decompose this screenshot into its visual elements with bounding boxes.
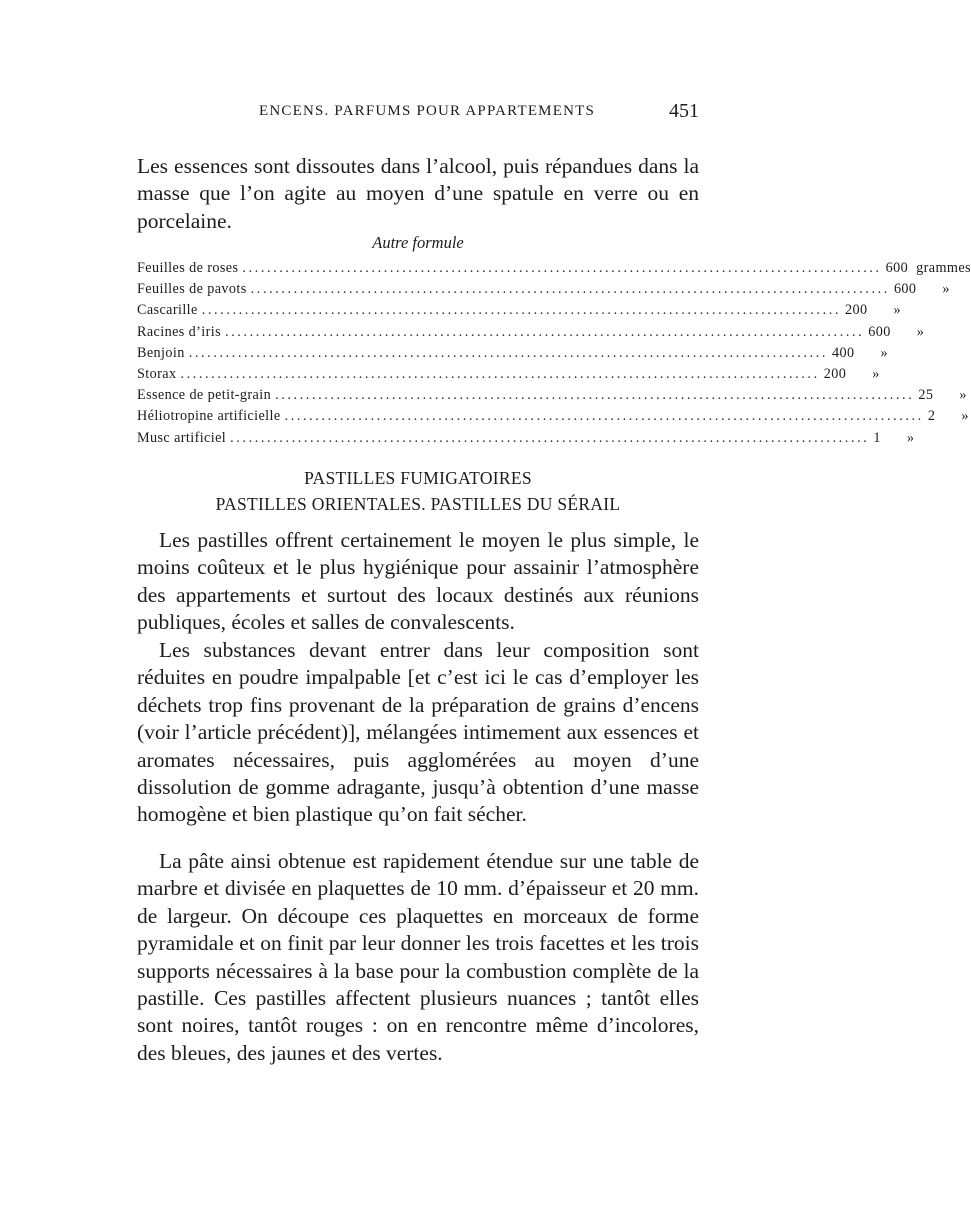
ingredient-qty: 200	[845, 302, 868, 319]
ingredient-unit: »	[916, 323, 925, 340]
formula-row	[137, 260, 971, 281]
dot-leader: ........................................................................................................	[250, 281, 890, 298]
ingredient-qty: 600	[893, 281, 917, 298]
dot-leader: ........................................................................................................	[230, 429, 870, 446]
body-paragraph: Les pastilles offrent certainement le moyen le plus simple, le moins coûteux et le plus hygiénique pour assainir l’atmosphère des appartements et surtout des locaux destinés aux réunions publiques, écoles et salles de convalescents.	[137, 528, 699, 635]
header-title: ENCENS. PARFUMS POUR APPARTEMENTS	[259, 103, 596, 119]
formula-row	[137, 387, 967, 408]
formula-row	[137, 408, 969, 429]
ingredient-unit: »	[893, 302, 901, 319]
ingredient-name: Héliotropine artificielle	[137, 408, 281, 425]
dot-leader: ........................................................................................................	[225, 323, 865, 340]
dot-leader: ........................................................................................................	[284, 408, 924, 425]
formula-title: Autre formule	[372, 233, 464, 252]
ingredient-unit: »	[942, 281, 950, 298]
ingredient-name: Cascarille	[137, 302, 198, 319]
ingredient-unit: »	[906, 429, 915, 446]
formula-row	[137, 344, 888, 366]
ingredient-qty: 2	[927, 408, 936, 425]
dot-leader: ........................................................................................................	[242, 260, 882, 276]
ingredient-qty: 600	[885, 260, 909, 276]
ingredient-name: Storax	[137, 365, 177, 382]
dot-leader: ........................................................................................................	[180, 365, 820, 382]
formula-list	[137, 260, 971, 451]
ingredient-qty: 1	[873, 429, 881, 446]
ingredient-unit: »	[959, 387, 967, 404]
ingredient-unit: grammes	[916, 260, 971, 276]
ingredient-qty: 200	[823, 365, 847, 382]
ingredient-unit: »	[872, 365, 880, 382]
running-header	[137, 100, 699, 127]
dot-leader: ........................................................................................................	[201, 302, 842, 319]
body-paragraph: Les substances devant entrer dans leur composition sont réduites en poudre impalpable [et c’est ici le cas d’employer les déchets trop fins provenant de la préparation de grains d’encens (voir l’article précédent)], mélangées intimement aux essences et aromates nécessaires, puis agglomérées au moyen d’une dissolution de gomme adragante, jusqu’à obtention d’une masse homogène et bien plastique qu’on fait sécher.	[137, 638, 699, 827]
section-title: PASTILLES FUMIGATOIRES	[304, 468, 532, 488]
ingredient-name: Musc artificiel	[137, 429, 227, 446]
dot-leader: ........................................................................................................	[188, 344, 829, 361]
ingredient-qty: 600	[868, 323, 891, 340]
ingredient-name: Feuilles de roses	[137, 260, 239, 276]
page-number: 451	[669, 100, 699, 122]
formula-row	[137, 323, 925, 345]
dot-leader: ........................................................................................................	[275, 387, 915, 404]
formula-row	[137, 302, 901, 323]
ingredient-name: Feuilles de pavots	[137, 281, 247, 298]
ingredient-name: Racines d’iris	[137, 323, 222, 340]
ingredient-unit: »	[961, 408, 969, 425]
ingredient-qty: 25	[918, 387, 934, 404]
formula-row	[137, 365, 880, 387]
ingredient-name: Essence de petit-grain	[137, 387, 272, 404]
formula-row	[137, 281, 950, 302]
intro-paragraph: Les essences sont dissoutes dans l’alcool, puis répandues dans la masse que l’on agite au moyen d’une spatule en verre ou en porcelaine.	[137, 154, 699, 233]
ingredient-name: Benjoin	[137, 344, 185, 361]
ingredient-unit: »	[880, 344, 888, 361]
formula-row	[137, 429, 915, 451]
body-paragraph: La pâte ainsi obtenue est rapidement étendue sur une table de marbre et divisée en plaquettes de 10 mm. d’épaisseur et 20 mm. de largeur. On découpe ces plaquettes en morceaux de forme pyramidale et on finit par leur donner les trois facettes et les trois supports nécessaires à la base pour la combustion complète de la pastille. Ces pastilles affectent plusieurs nuances ; tantôt elles sont noires, tantôt rouges : on en rencontre même d’incolores, des bleues, des jaunes et des vertes.	[137, 849, 699, 1065]
ingredient-qty: 400	[832, 344, 855, 361]
section-subtitle: PASTILLES ORIENTALES. PASTILLES DU SÉRAIL	[215, 494, 621, 514]
